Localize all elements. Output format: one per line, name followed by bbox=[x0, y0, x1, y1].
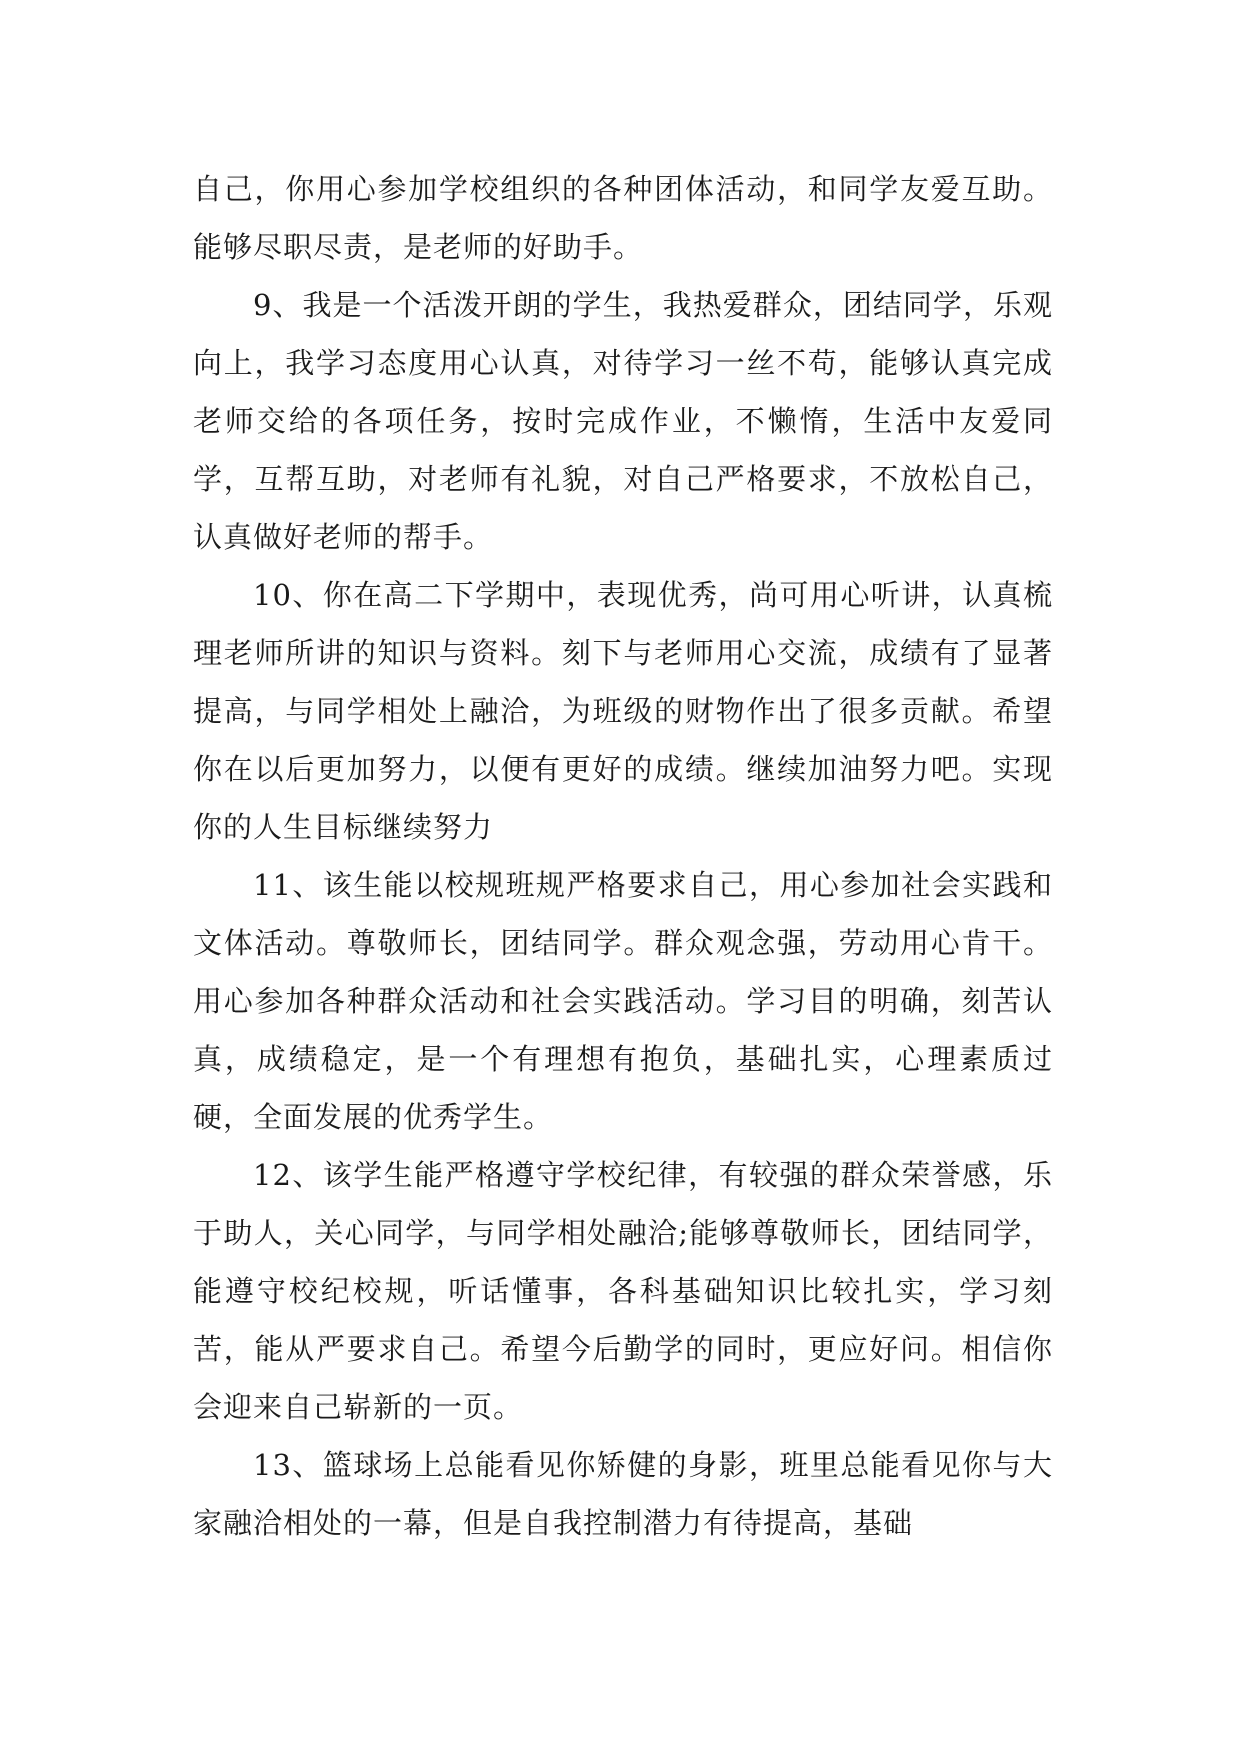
paragraph-item-13: 13、篮球场上总能看见你矫健的身影，班里总能看见你与大家融洽相处的一幕，但是自我控制潜力有待提高，基础 bbox=[193, 1448, 1053, 1540]
paragraph-continuation: 自己，你用心参加学校组织的各种团体活动，和同学友爱互助。能够尽职尽责，是老师的好助手。 bbox=[193, 172, 1053, 264]
document-body bbox=[193, 160, 1053, 1552]
paragraph-item-9: 9、我是一个活泼开朗的学生，我热爱群众，团结同学，乐观向上，我学习态度用心认真，对待学习一丝不苟，能够认真完成老师交给的各项任务，按时完成作业，不懒惰，生活中友爱同学，互帮互助，对老师有礼貌，对自己严格要求，不放松自己，认真做好老师的帮手。 bbox=[193, 288, 1053, 554]
paragraph-item-11: 11、该生能以校规班规严格要求自己，用心参加社会实践和文体活动。尊敬师长，团结同学。群众观念强，劳动用心肯干。用心参加各种群众活动和社会实践活动。学习目的明确，刻苦认真，成绩稳定，是一个有理想有抱负，基础扎实，心理素质过硬，全面发展的优秀学生。 bbox=[193, 868, 1053, 1134]
paragraph-item-12: 12、该学生能严格遵守学校纪律，有较强的群众荣誉感，乐于助人，关心同学，与同学相处融洽;能够尊敬师长，团结同学，能遵守校纪校规，听话懂事，各科基础知识比较扎实，学习刻苦，能从严要求自己。希望今后勤学的同时，更应好问。相信你会迎来自己崭新的一页。 bbox=[193, 1158, 1053, 1424]
paragraph-item-10: 10、你在高二下学期中，表现优秀，尚可用心听讲，认真梳理老师所讲的知识与资料。刻下与老师用心交流，成绩有了显著提高，与同学相处上融洽，为班级的财物作出了很多贡献。希望你在以后更加努力，以便有更好的成绩。继续加油努力吧。实现你的人生目标继续努力 bbox=[193, 578, 1053, 844]
